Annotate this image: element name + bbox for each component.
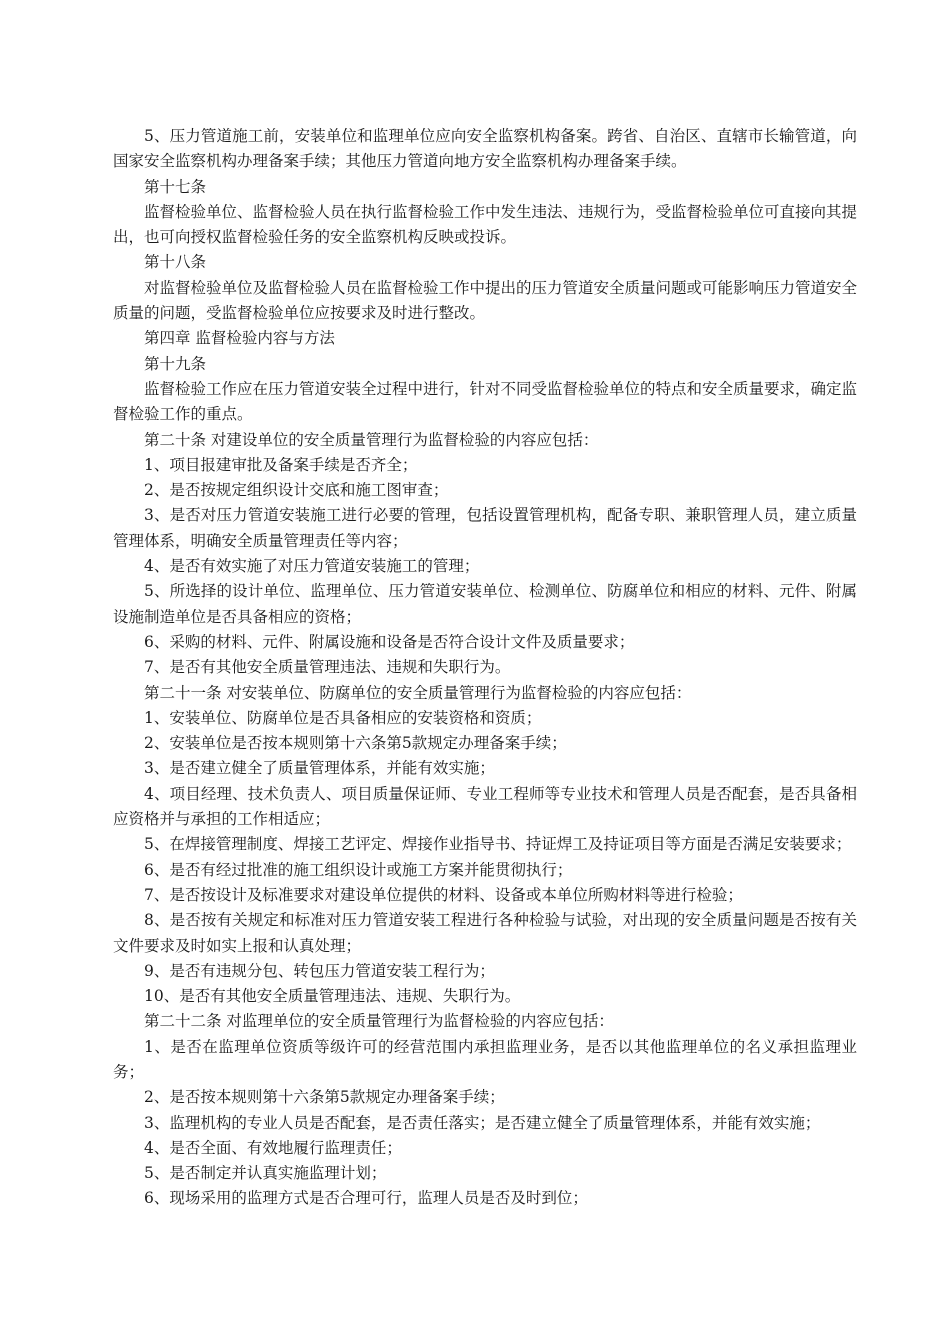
list-item: 5、在焊接管理制度、焊接工艺评定、焊接作业指导书、持证焊工及持证项目等方面是否满足安装要求； <box>144 835 852 854</box>
list-item: 5、是否制定并认真实施监理计划； <box>144 1164 387 1183</box>
list-item: 3、是否建立健全了质量管理体系，并能有效实施； <box>144 759 495 778</box>
list-item: 3、监理机构的专业人员是否配套，是否责任落实；是否建立健全了质量管理体系，并能有效实施； <box>144 1113 821 1132</box>
list-item: 10、是否有其他安全质量管理违法、违规、失职行为。 <box>144 987 521 1006</box>
list-item: 8、是否按有关规定和标准对压力管道安装工程进行各种检验与试验，对出现的安全质量问题是否按有关文件要求及时如实上报和认真处理； <box>113 911 857 955</box>
article-heading-17: 第十七条 <box>144 177 207 196</box>
list-item: 1、是否在监理单位资质等级许可的经营范围内承担监理业务，是否以其他监理单位的名义承担监理业务； <box>113 1037 857 1081</box>
list-item: 6、采购的材料、元件、附属设施和设备是否符合设计文件及质量要求； <box>144 632 635 651</box>
list-item: 1、项目报建审批及备案手续是否齐全； <box>144 455 418 474</box>
paragraph-1: 5、压力管道施工前，安装单位和监理单位应向安全监察机构备案。跨省、自治区、直辖市长输管道，向国家安全监察机构办理备案手续；其他压力管道向地方安全监察机构办理备案手续。 <box>113 127 857 171</box>
paragraph-5: 对监督检验单位及监督检验人员在监督检验工作中提出的压力管道安全质量问题或可能影响压力管道安全质量的问题，受监督检验单位应按要求及时进行整改。 <box>113 278 858 323</box>
paragraph-3: 监督检验单位、监督检验人员在执行监督检验工作中发生违法、违规行为，受监督检验单位可直接向其提出，也可向授权监督检验任务的安全监察机构反映或投诉。 <box>113 202 858 247</box>
list-item: 7、是否按设计及标准要求对建设单位提供的材料、设备或本单位所购材料等进行检验； <box>144 885 743 904</box>
list-item: 4、是否有效实施了对压力管道安装施工的管理； <box>144 557 480 576</box>
list-item: 3、是否对压力管道安装施工进行必要的管理，包括设置管理机构，配备专职、兼职管理人员，建立质量管理体系，明确安全质量管理责任等内容； <box>113 506 857 550</box>
article-heading-21: 第二十一条 对安装单位、防腐单位的安全质量管理行为监督检验的内容应包括： <box>144 683 692 702</box>
list-item: 2、是否按本规则第十六条第5款规定办理备案手续； <box>144 1088 505 1107</box>
list-item: 5、所选择的设计单位、监理单位、压力管道安装单位、检测单位、防腐单位和相应的材料、元件、附属设施制造单位是否具备相应的资格； <box>113 582 857 626</box>
article-heading-19: 第十九条 <box>144 354 207 373</box>
chapter-heading-4: 第四章 监督检验内容与方法 <box>144 329 335 348</box>
paragraph-8: 监督检验工作应在压力管道安装全过程中进行，针对不同受监督检验单位的特点和安全质量要求，确定监督检验工作的重点。 <box>113 379 858 424</box>
list-item: 6、现场采用的监理方式是否合理可行，监理人员是否及时到位； <box>144 1189 588 1208</box>
article-heading-20: 第二十条 对建设单位的安全质量管理行为监督检验的内容应包括： <box>144 430 599 449</box>
list-item: 2、安装单位是否按本规则第十六条第5款规定办理备案手续； <box>144 734 567 753</box>
list-item: 1、安装单位、防腐单位是否具备相应的安装资格和资质； <box>144 708 542 727</box>
list-item: 7、是否有其他安全质量管理违法、违规和失职行为。 <box>144 658 511 677</box>
document-body <box>113 124 857 1212</box>
list-item: 4、项目经理、技术负责人、项目质量保证师、专业工程师等专业技术和管理人员是否配套，是否具备相应资格并与承担的工作相适应； <box>113 784 857 829</box>
list-item: 4、是否全面、有效地履行监理责任； <box>144 1138 402 1157</box>
list-item: 2、是否按规定组织设计交底和施工图审查； <box>144 481 449 500</box>
list-item: 9、是否有违规分包、转包压力管道安装工程行为； <box>144 961 495 980</box>
list-item: 6、是否有经过批准的施工组织设计或施工方案并能贯彻执行； <box>144 860 573 879</box>
article-heading-22: 第二十二条 对监理单位的安全质量管理行为监督检验的内容应包括： <box>144 1012 614 1031</box>
article-heading-18: 第十八条 <box>144 253 207 272</box>
